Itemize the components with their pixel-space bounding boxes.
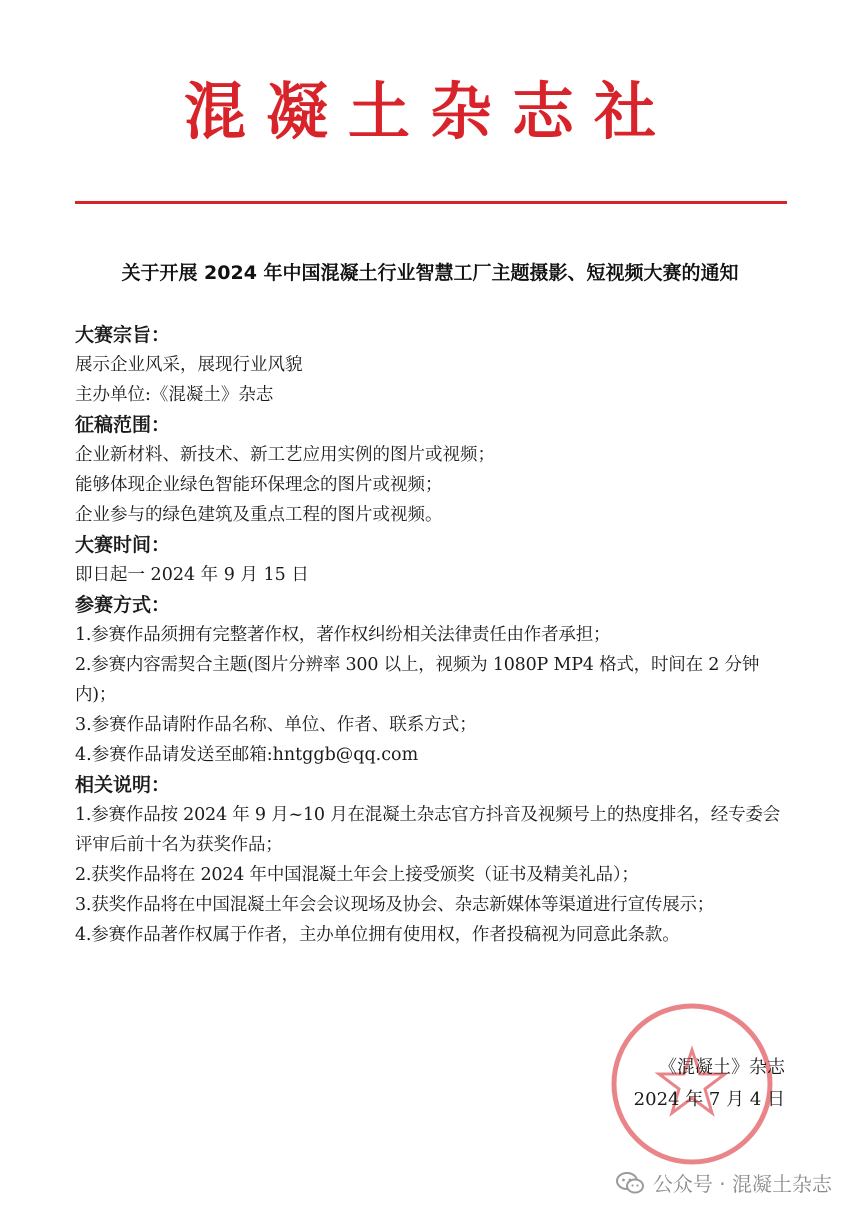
section-line: 4.参赛作品请发送至邮箱:hntggb@qq.com xyxy=(75,745,419,765)
signature-org: 《混凝土》杂志 xyxy=(659,1057,785,1078)
section-line: 1.参赛作品按 2024 年 9 月~10 月在混凝土杂志官方抖音及视频号上的热度排名，经专委会评审后前十名为获奖作品； xyxy=(75,805,781,855)
section-line: 企业参与的绿色建筑及重点工程的图片或视频。 xyxy=(75,505,443,525)
signature-block xyxy=(634,1052,785,1116)
masthead-divider xyxy=(75,201,787,204)
section-line: 3.获奖作品将在中国混凝土年会会议现场及协会、杂志新媒体等渠道进行宣传展示； xyxy=(75,895,715,915)
watermark-text: 公众号 · 混凝土杂志 xyxy=(652,1172,832,1196)
wechat-icon xyxy=(615,1171,645,1195)
section-heading: 征稿范围： xyxy=(75,414,171,436)
signature-date: 2024 年 7 月 4 日 xyxy=(633,1089,785,1110)
section-heading: 相关说明： xyxy=(75,774,171,796)
section-line: 能够体现企业绿色智能环保理念的图片或视频； xyxy=(75,475,443,495)
section-line: 4.参赛作品著作权属于作者，主办单位拥有使用权，作者投稿视为同意此条款。 xyxy=(75,925,680,945)
section-line: 企业新材料、新技术、新工艺应用实例的图片或视频； xyxy=(75,445,495,465)
notice-title: 关于开展 2024 年中国混凝土行业智慧工厂主题摄影、短视频大赛的通知 xyxy=(121,262,739,284)
section-line: 即日起一 2024 年 9 月 15 日 xyxy=(75,565,309,585)
section-line: 主办单位:《混凝土》杂志 xyxy=(75,385,274,405)
masthead-title: 混凝土杂志社 xyxy=(183,75,676,148)
section-heading: 大赛时间： xyxy=(75,534,171,556)
notice-body xyxy=(75,320,790,950)
section-heading: 参赛方式： xyxy=(75,594,171,616)
section-line: 3.参赛作品请附作品名称、单位、作者、联系方式； xyxy=(75,715,477,735)
section-line: 展示企业风采，展现行业风貌 xyxy=(75,355,303,375)
section-line: 2.参赛内容需契合主题(图片分辨率 300 以上，视频为 1080P MP4 格式，时间在 2 分钟内)； xyxy=(75,655,760,705)
watermark xyxy=(615,1168,832,1197)
section-heading: 大赛宗旨： xyxy=(75,324,171,346)
section-line: 1.参赛作品须拥有完整著作权，著作权纠纷相关法律责任由作者承担； xyxy=(75,625,611,645)
section-line: 2.获奖作品将在 2024 年中国混凝土年会上接受颁奖（证书及精美礼品）； xyxy=(75,865,639,885)
